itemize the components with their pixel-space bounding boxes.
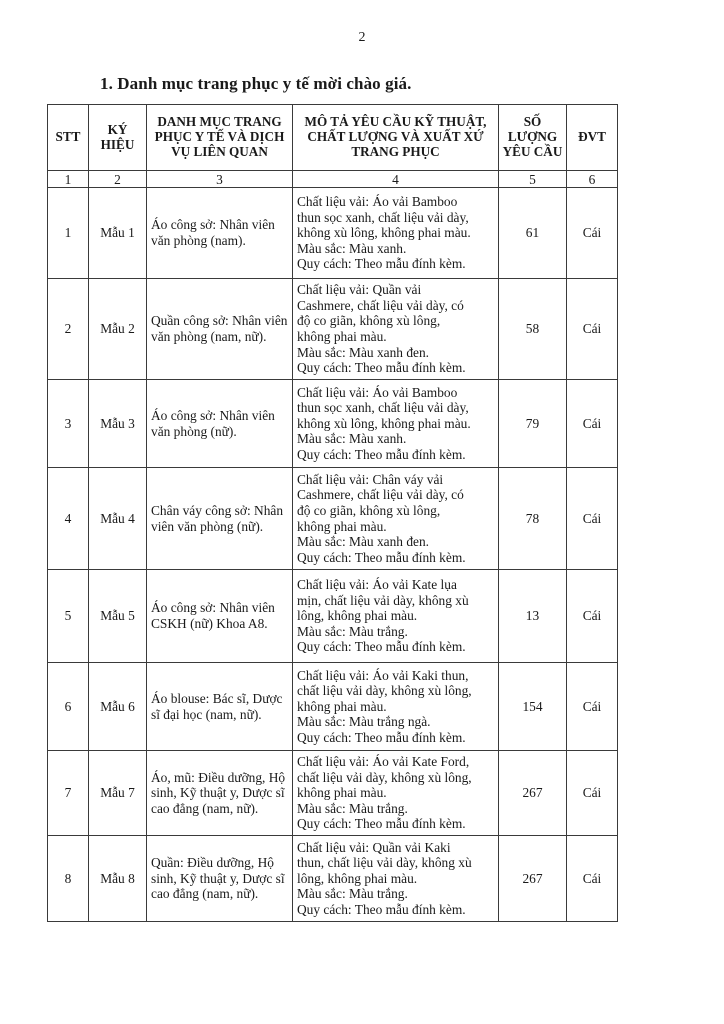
- row-code: Mẫu 5: [89, 570, 147, 663]
- description-line: độ co giãn, không xù lông,: [297, 313, 441, 329]
- description-line: Chất liệu vải: Áo vải Bamboo: [297, 194, 458, 210]
- row-unit: Cái: [567, 751, 618, 836]
- description-line: chất liệu vải dày, không xù lông,: [297, 769, 472, 785]
- table-row: [48, 570, 618, 663]
- description-line: Quy cách: Theo mẫu đính kèm.: [297, 729, 466, 745]
- table-row: [48, 663, 618, 751]
- description-line: Quy cách: Theo mẫu đính kèm.: [297, 901, 466, 917]
- description-line: Chất liệu vải: Áo vải Bamboo: [297, 384, 458, 400]
- header-unit: ĐVT: [567, 105, 618, 171]
- row-unit: Cái: [567, 188, 618, 279]
- header-quantity: SỐ LƯỢNG YÊU CẦU: [499, 105, 567, 171]
- table-header-row: [48, 105, 618, 171]
- header-description: MÔ TẢ YÊU CẦU KỸ THUẬT, CHẤT LƯỢNG VÀ XUẤT XỨ TRANG PHỤC: [293, 105, 499, 171]
- description-line: Quy cách: Theo mẫu đính kèm.: [297, 360, 466, 376]
- row-stt: 2: [48, 279, 89, 380]
- uniform-spec-table: [47, 104, 618, 922]
- row-code: Mẫu 2: [89, 279, 147, 380]
- row-description: [293, 468, 499, 570]
- table-row: [48, 188, 618, 279]
- row-quantity: 61: [499, 188, 567, 279]
- description-line: Chất liệu vải: Áo vải Kaki thun,: [297, 667, 469, 683]
- table-row: [48, 380, 618, 468]
- description-line: chất liệu vải dày, không xù lông,: [297, 683, 472, 699]
- row-description: [293, 836, 499, 922]
- column-number: 1: [48, 171, 89, 188]
- row-item-name: Quần: Điều dưỡng, Hộ sinh, Kỹ thuật y, Dược sĩ cao đẳng (nam, nữ).: [147, 836, 293, 922]
- description-line: thun, chất liệu vải dày, không xù: [297, 855, 472, 871]
- row-description: [293, 751, 499, 836]
- row-quantity: 58: [499, 279, 567, 380]
- table-row: [48, 279, 618, 380]
- row-unit: Cái: [567, 570, 618, 663]
- row-unit: Cái: [567, 663, 618, 751]
- description-line: Quy cách: Theo mẫu đính kèm.: [297, 549, 466, 565]
- description-line: Màu sắc: Màu xanh đen.: [297, 344, 430, 360]
- row-item-name: Áo blouse: Bác sĩ, Dược sĩ đại học (nam, nữ).: [147, 663, 293, 751]
- row-code: Mẫu 1: [89, 188, 147, 279]
- row-quantity: 13: [499, 570, 567, 663]
- row-quantity: 267: [499, 836, 567, 922]
- description-line: Màu sắc: Màu xanh.: [297, 431, 407, 447]
- description-line: Cashmere, chất liệu vải dày, có: [297, 297, 464, 313]
- row-stt: 6: [48, 663, 89, 751]
- row-stt: 7: [48, 751, 89, 836]
- column-number: 3: [147, 171, 293, 188]
- row-item-name: Áo, mũ: Điều dưỡng, Hộ sinh, Kỹ thuật y, Dược sĩ cao đẳng (nam, nữ).: [147, 751, 293, 836]
- description-line: Chất liệu vải: Quần vải: [297, 282, 422, 298]
- table-row: [48, 751, 618, 836]
- row-item-name: Quần công sở: Nhân viên văn phòng (nam, nữ).: [147, 279, 293, 380]
- description-line: Quy cách: Theo mẫu đính kèm.: [297, 639, 466, 655]
- row-description: [293, 380, 499, 468]
- description-line: Cashmere, chất liệu vải dày, có: [297, 487, 464, 503]
- description-line: Màu sắc: Màu xanh.: [297, 240, 407, 256]
- row-unit: Cái: [567, 836, 618, 922]
- description-line: Quy cách: Theo mẫu đính kèm.: [297, 446, 466, 462]
- description-line: Chất liệu vải: Quần vải Kaki: [297, 839, 451, 855]
- description-line: Chất liệu vải: Áo vải Kate lụa: [297, 577, 457, 593]
- description-line: không phai màu.: [297, 518, 387, 534]
- description-line: không xù lông, không phai màu.: [297, 225, 471, 241]
- row-quantity: 154: [499, 663, 567, 751]
- row-unit: Cái: [567, 380, 618, 468]
- row-stt: 1: [48, 188, 89, 279]
- column-number: 5: [499, 171, 567, 188]
- row-code: Mẫu 7: [89, 751, 147, 836]
- row-code: Mẫu 3: [89, 380, 147, 468]
- row-item-name: Áo công sở: Nhân viên CSKH (nữ) Khoa A8.: [147, 570, 293, 663]
- row-code: Mẫu 6: [89, 663, 147, 751]
- row-description: [293, 663, 499, 751]
- description-line: Màu sắc: Màu xanh đen.: [297, 534, 430, 550]
- description-line: Màu sắc: Màu trắng ngà.: [297, 714, 431, 730]
- description-line: Chất liệu vải: Áo vải Kate Ford,: [297, 754, 470, 770]
- row-code: Mẫu 8: [89, 836, 147, 922]
- description-line: lông, không phai màu.: [297, 608, 418, 624]
- row-code: Mẫu 4: [89, 468, 147, 570]
- column-number: 6: [567, 171, 618, 188]
- row-unit: Cái: [567, 279, 618, 380]
- description-line: độ co giãn, không xù lông,: [297, 502, 441, 518]
- description-line: Chất liệu vải: Chân váy vải: [297, 471, 444, 487]
- row-unit: Cái: [567, 468, 618, 570]
- header-stt: STT: [48, 105, 89, 171]
- column-number: 4: [293, 171, 499, 188]
- description-line: không phai màu.: [297, 698, 387, 714]
- description-line: Màu sắc: Màu trắng.: [297, 800, 408, 816]
- header-item-name: DANH MỤC TRANG PHỤC Y TẾ VÀ DỊCH VỤ LIÊN QUAN: [147, 105, 293, 171]
- description-line: Quy cách: Theo mẫu đính kèm.: [297, 816, 466, 832]
- description-line: thun sọc xanh, chất liệu vải dày,: [297, 400, 469, 416]
- page-number: 2: [358, 30, 366, 45]
- row-item-name: Áo công sở: Nhân viên văn phòng (nữ).: [147, 380, 293, 468]
- description-line: không phai màu.: [297, 329, 387, 344]
- row-stt: 3: [48, 380, 89, 468]
- row-quantity: 79: [499, 380, 567, 468]
- description-line: không phai màu.: [297, 785, 387, 801]
- row-description: [293, 188, 499, 279]
- row-quantity: 78: [499, 468, 567, 570]
- row-description: [293, 570, 499, 663]
- row-item-name: Chân váy công sở: Nhân viên văn phòng (nữ).: [147, 468, 293, 570]
- description-line: thun sọc xanh, chất liệu vải dày,: [297, 209, 469, 225]
- header-code: KÝ HIỆU: [89, 105, 147, 171]
- section-title: 1. Danh mục trang phục y tế mời chào giá.: [100, 74, 412, 93]
- description-line: không xù lông, không phai màu.: [297, 415, 471, 431]
- table-row: [48, 468, 618, 570]
- description-line: Màu sắc: Màu trắng.: [297, 886, 408, 902]
- row-stt: 4: [48, 468, 89, 570]
- description-line: lông, không phai màu.: [297, 870, 418, 886]
- row-description: [293, 279, 499, 380]
- table-row: [48, 836, 618, 922]
- column-number-row: [48, 171, 618, 188]
- description-line: mịn, chất liệu vải dày, không xù: [297, 592, 469, 608]
- column-number: 2: [89, 171, 147, 188]
- row-stt: 5: [48, 570, 89, 663]
- description-line: Quy cách: Theo mẫu đính kèm.: [297, 256, 466, 272]
- row-stt: 8: [48, 836, 89, 922]
- description-line: Màu sắc: Màu trắng.: [297, 623, 408, 639]
- row-quantity: 267: [499, 751, 567, 836]
- row-item-name: Áo công sở: Nhân viên văn phòng (nam).: [147, 188, 293, 279]
